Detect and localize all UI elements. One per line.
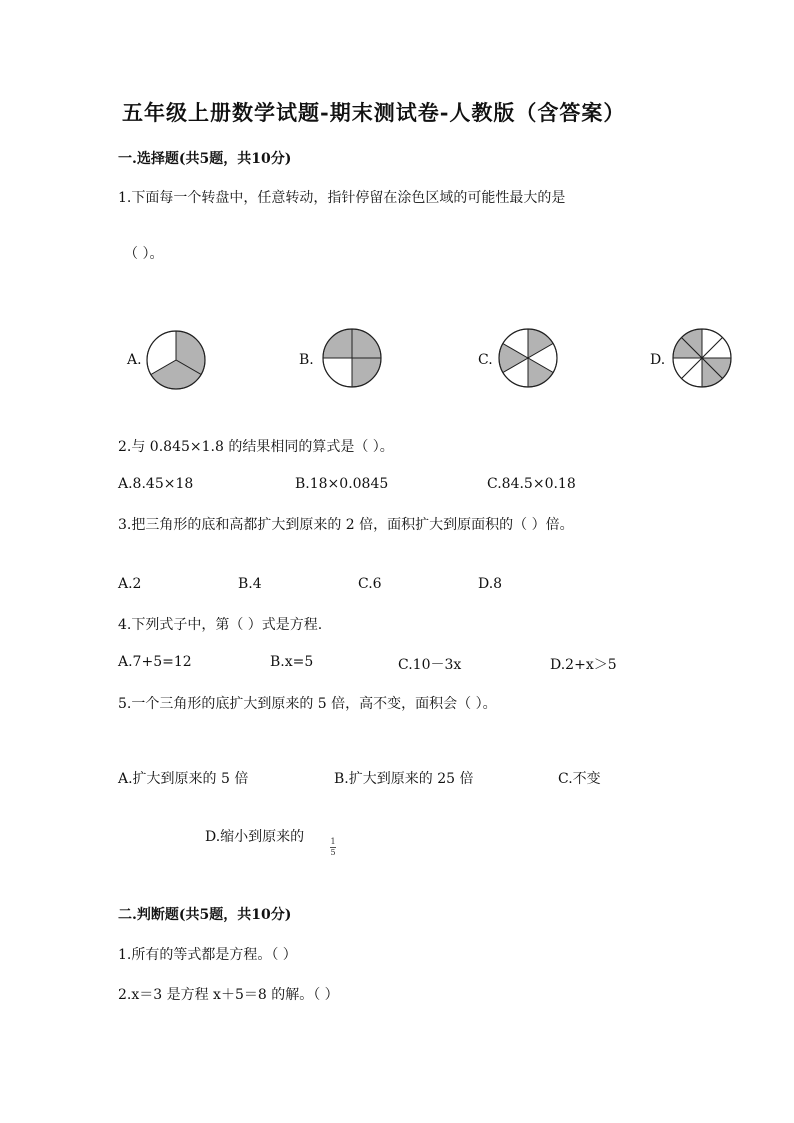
page-title: 五年级上册数学试题-期末测试卷-人教版（含答案） [122, 100, 626, 125]
section-heading-judge: 二.判断题(共5题，共10分) [118, 907, 292, 923]
question-1-stem: 1.下面每一个转盘中，任意转动，指针停留在涂色区域的可能性最大的是 [118, 190, 566, 206]
question-4-option-d: D.2+x＞5 [550, 657, 617, 673]
spinner-a-icon [146, 330, 206, 390]
question-4-option-b: B.x=5 [270, 654, 314, 670]
question-1-option-c-label: C. [478, 352, 493, 368]
question-1-option-d-label: D. [650, 352, 666, 368]
question-4-stem: 4.下列式子中，第（ ）式是方程. [118, 617, 323, 633]
question-5-option-d: D.缩小到原来的 [205, 829, 305, 845]
spinner-d-icon [672, 328, 732, 388]
question-5-option-b: B.扩大到原来的 25 倍 [334, 771, 474, 787]
spinner-b-icon [322, 328, 382, 388]
question-2-stem: 2.与 0.845×1.8 的结果相同的算式是（ ）。 [118, 439, 394, 455]
question-3-stem: 3.把三角形的底和高都扩大到原来的 2 倍，面积扩大到原面积的（ ）倍。 [118, 517, 574, 533]
question-4-option-c: C.10－3x [398, 657, 462, 673]
question-3-option-b: B.4 [238, 576, 262, 592]
section-heading-choice: 一.选择题(共5题，共10分) [118, 151, 292, 167]
question-3-option-d: D.8 [478, 576, 503, 592]
fraction-one-fifth [330, 838, 336, 857]
fraction-numerator: 1 [330, 837, 336, 846]
question-3-option-a: A.2 [118, 576, 142, 592]
fraction-denominator: 5 [330, 848, 336, 857]
question-1-blank: （ ）。 [124, 246, 164, 262]
judge-item-2: 2.x＝3 是方程 x＋5＝8 的解。（ ） [118, 987, 339, 1003]
question-4-option-a: A.7+5=12 [118, 654, 192, 670]
question-5-option-a: A.扩大到原来的 5 倍 [118, 771, 249, 787]
spinner-c-icon [498, 328, 558, 388]
question-5-option-c: C.不变 [558, 771, 601, 787]
question-1-option-a-label: A. [127, 352, 142, 368]
question-2-option-a: A.8.45×18 [118, 476, 194, 492]
question-5-stem: 5.一个三角形的底扩大到原来的 5 倍，高不变，面积会（ ）。 [118, 696, 497, 712]
question-1-option-b-label: B. [299, 352, 314, 368]
question-2-option-b: B.18×0.0845 [295, 476, 389, 492]
question-2-option-c: C.84.5×0.18 [487, 476, 576, 492]
judge-item-1: 1.所有的等式都是方程。（ ） [118, 947, 297, 963]
question-3-option-c: C.6 [358, 576, 382, 592]
